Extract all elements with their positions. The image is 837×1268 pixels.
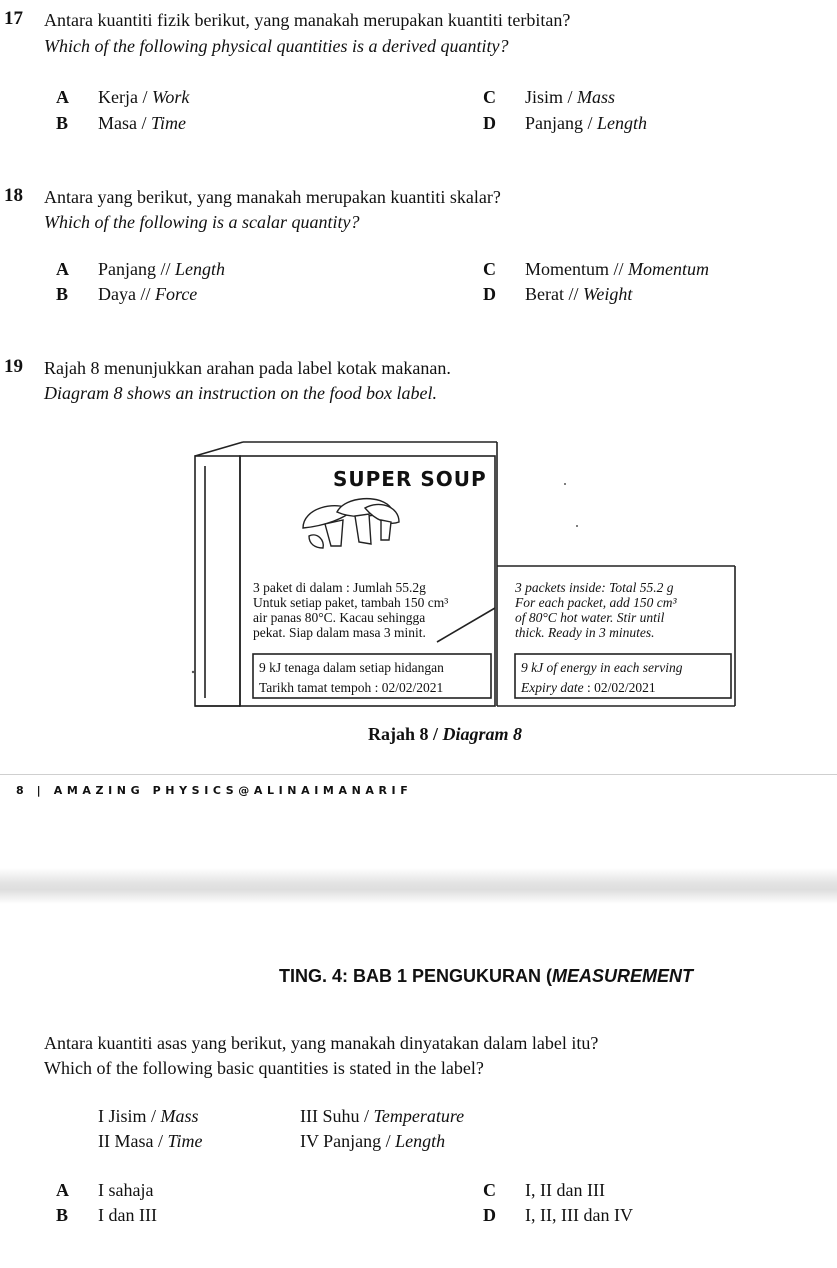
mushroom-icon bbox=[303, 499, 399, 548]
chapter-header: TING. 4: BAB 1 PENGUKURAN (MEASUREMENT bbox=[279, 966, 694, 986]
question-18-text-en: Which of the following is a scalar quantity? bbox=[44, 212, 360, 232]
q18-option-d[interactable]: D Berat // Weight bbox=[483, 284, 633, 304]
footer-rule bbox=[0, 774, 837, 775]
en-instructions bbox=[514, 580, 683, 675]
statement-ii: II Masa / Time bbox=[98, 1131, 203, 1151]
ms-line-1: 3 paket di dalam : Jumlah 55.2g bbox=[253, 580, 426, 595]
brand-title: SUPER SOUP bbox=[333, 467, 487, 491]
page-separator bbox=[0, 868, 837, 904]
question-19-text-ms: Rajah 8 menunjukkan arahan pada label kotak makanan. bbox=[44, 358, 451, 378]
en-line-3: of 80°C hot water. Stir until bbox=[515, 610, 665, 625]
en-line-2: For each packet, add 150 cm³ bbox=[515, 595, 677, 610]
q20-option-d[interactable]: D I, II, III dan IV bbox=[483, 1205, 633, 1225]
question-20-text-en: Which of the following basic quantities is stated in the label? bbox=[44, 1058, 484, 1078]
en-energy: 9 kJ of energy in each serving bbox=[521, 660, 683, 675]
question-17-text-ms: Antara kuantiti fizik berikut, yang manakah merupakan kuantiti terbitan? bbox=[44, 10, 571, 30]
ms-energy: 9 kJ tenaga dalam setiap hidangan bbox=[259, 660, 444, 675]
q18-option-c[interactable]: C Momentum // Momentum bbox=[483, 259, 709, 279]
q18-option-a[interactable]: A Panjang // Length bbox=[56, 259, 226, 279]
q18-option-b[interactable]: B Daya // Force bbox=[56, 284, 198, 304]
option-letter: C bbox=[483, 259, 496, 279]
option-letter: D bbox=[483, 113, 496, 133]
statement-iv: IV Panjang / Length bbox=[300, 1131, 446, 1151]
page-footer: 8 | AMAZING PHYSICS@ALINAIMANARIF bbox=[16, 784, 413, 797]
diagram-caption: Rajah 8 / Diagram 8 bbox=[368, 724, 523, 744]
question-17-number: 17 bbox=[4, 8, 23, 29]
option-letter: A bbox=[56, 259, 69, 279]
ms-instructions bbox=[253, 580, 448, 640]
option-letter: C bbox=[483, 87, 496, 107]
question-18-text-ms: Antara yang berikut, yang manakah merupakan kuantiti skalar? bbox=[44, 187, 501, 207]
ms-line-3: air panas 80°C. Kacau sehingga bbox=[253, 610, 426, 625]
en-line-1: 3 packets inside: Total 55.2 g bbox=[515, 580, 674, 595]
option-letter: C bbox=[483, 1180, 496, 1200]
box-side-panel bbox=[195, 456, 240, 706]
question-19-text-en: Diagram 8 shows an instruction on the food box label. bbox=[44, 383, 437, 403]
option-letter: D bbox=[483, 284, 496, 304]
question-17-text-en: Which of the following physical quantities is a derived quantity? bbox=[44, 36, 509, 56]
option-letter: B bbox=[56, 1205, 69, 1225]
q17-option-c[interactable]: C Jisim / Mass bbox=[483, 87, 616, 107]
question-19-number: 19 bbox=[4, 356, 23, 377]
q20-option-b[interactable]: B I dan III bbox=[56, 1205, 157, 1225]
en-expiry: Expiry date : 02/02/2021 bbox=[521, 680, 656, 695]
question-20-text-ms: Antara kuantiti asas yang berikut, yang manakah dinyatakan dalam label itu? bbox=[44, 1033, 599, 1053]
ms-line-4: pekat. Siap dalam masa 3 minit. bbox=[253, 625, 426, 640]
en-line-4: thick. Ready in 3 minutes. bbox=[515, 625, 655, 640]
question-18-number: 18 bbox=[4, 185, 23, 206]
q20-option-c[interactable]: C I, II dan III bbox=[483, 1180, 605, 1200]
option-letter: A bbox=[56, 87, 69, 107]
q17-option-d[interactable]: D Panjang / Length bbox=[483, 113, 648, 133]
ms-expiry: Tarikh tamat tempoh : 02/02/2021 bbox=[259, 680, 444, 695]
statement-i: I Jisim / Mass bbox=[98, 1106, 199, 1126]
q17-option-b[interactable]: B Masa / Time bbox=[56, 113, 187, 133]
q17-option-a[interactable]: A Kerja / Work bbox=[56, 87, 190, 107]
food-box-diagram bbox=[185, 436, 745, 716]
ms-line-2: Untuk setiap paket, tambah 150 cm³ bbox=[253, 595, 449, 610]
option-letter: B bbox=[56, 284, 69, 304]
option-letter: D bbox=[483, 1205, 496, 1225]
option-letter: A bbox=[56, 1180, 69, 1200]
statement-iii: III Suhu / Temperature bbox=[300, 1106, 465, 1126]
option-letter: B bbox=[56, 113, 69, 133]
q20-option-a[interactable]: A I sahaja bbox=[56, 1180, 154, 1200]
